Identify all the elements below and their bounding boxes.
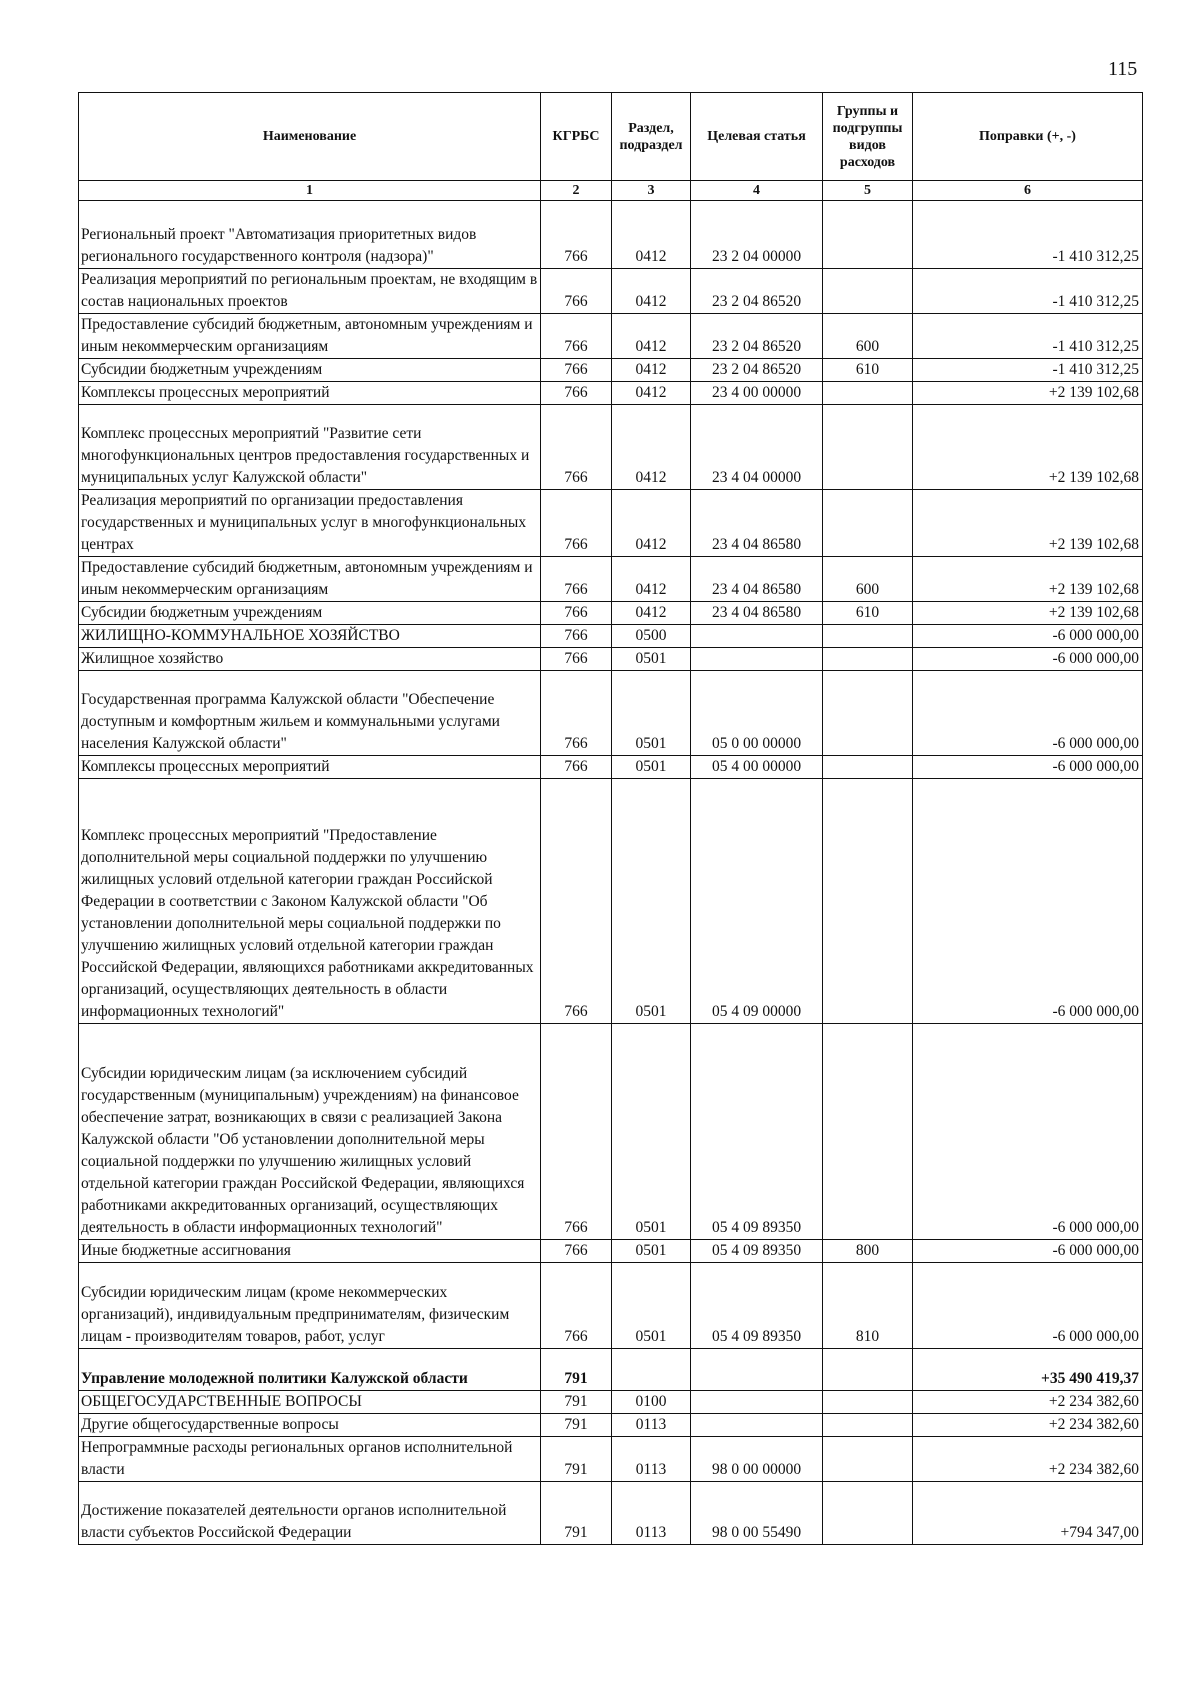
- row-amount: +794 347,00: [913, 1482, 1143, 1545]
- row-section: 0501: [612, 1024, 691, 1240]
- row-section: 0113: [612, 1482, 691, 1545]
- row-name: Жилищное хозяйство: [79, 648, 541, 671]
- row-amount: -6 000 000,00: [913, 779, 1143, 1024]
- row-target-article: 23 2 04 86520: [691, 314, 823, 359]
- row-section: 0100: [612, 1391, 691, 1414]
- table-row: [79, 1263, 1143, 1349]
- row-target-article: 05 4 09 89350: [691, 1240, 823, 1263]
- row-target-article: 23 2 04 00000: [691, 201, 823, 269]
- row-name: Субсидии юридическим лицам (кроме некоммерческих организаций), индивидуальным предпринимателям, физическим лицам - производителям товаров, работ, услуг: [79, 1263, 541, 1349]
- table-row: [79, 382, 1143, 405]
- row-name: Непрограммные расходы региональных органов исполнительной власти: [79, 1437, 541, 1482]
- row-target-article: [691, 625, 823, 648]
- row-expense-group: [823, 269, 913, 314]
- row-section: 0412: [612, 359, 691, 382]
- row-name: ЖИЛИЩНО-КОММУНАЛЬНОЕ ХОЗЯЙСТВО: [79, 625, 541, 648]
- row-target-article: [691, 1391, 823, 1414]
- row-amount: -6 000 000,00: [913, 1240, 1143, 1263]
- row-name: Комплекс процессных мероприятий "Развитие сети многофункциональных центров предоставления государственных и муниципальных услуг Калужской области": [79, 405, 541, 490]
- row-target-article: 23 2 04 86520: [691, 269, 823, 314]
- column-number: 5: [823, 181, 913, 201]
- row-kgrbs: 766: [541, 490, 612, 557]
- row-name: Предоставление субсидий бюджетным, автономным учреждениям и иным некоммерческим организациям: [79, 557, 541, 602]
- header-kgrbs: КГРБС: [541, 93, 612, 181]
- table-row: [79, 602, 1143, 625]
- row-kgrbs: 766: [541, 405, 612, 490]
- row-kgrbs: 766: [541, 756, 612, 779]
- row-section: 0412: [612, 314, 691, 359]
- row-target-article: 98 0 00 55490: [691, 1482, 823, 1545]
- row-name: ОБЩЕГОСУДАРСТВЕННЫЕ ВОПРОСЫ: [79, 1391, 541, 1414]
- row-target-article: 05 4 09 89350: [691, 1024, 823, 1240]
- row-amount: -1 410 312,25: [913, 359, 1143, 382]
- row-section: 0113: [612, 1414, 691, 1437]
- row-amount: +2 139 102,68: [913, 382, 1143, 405]
- row-expense-group: [823, 201, 913, 269]
- row-section: 0412: [612, 269, 691, 314]
- row-kgrbs: 791: [541, 1391, 612, 1414]
- row-name: Управление молодежной политики Калужской области: [79, 1349, 541, 1391]
- row-kgrbs: 766: [541, 1263, 612, 1349]
- table-row: [79, 1024, 1143, 1240]
- row-target-article: 23 4 04 00000: [691, 405, 823, 490]
- row-name: Другие общегосударственные вопросы: [79, 1414, 541, 1437]
- row-amount: +2 139 102,68: [913, 490, 1143, 557]
- row-expense-group: [823, 756, 913, 779]
- table-row: [79, 671, 1143, 756]
- column-number-row: [79, 181, 1143, 201]
- row-name: Государственная программа Калужской области "Обеспечение доступным и комфортным жильем и коммунальными услугами населения Калужской области": [79, 671, 541, 756]
- row-name: Реализация мероприятий по организации предоставления государственных и муниципальных услуг в многофункциональных центрах: [79, 490, 541, 557]
- row-section: 0412: [612, 201, 691, 269]
- row-amount: +2 139 102,68: [913, 405, 1143, 490]
- row-expense-group: 810: [823, 1263, 913, 1349]
- row-section: 0501: [612, 1240, 691, 1263]
- row-expense-group: [823, 1414, 913, 1437]
- table-row: [79, 557, 1143, 602]
- header-name: Наименование: [79, 93, 541, 181]
- row-kgrbs: 766: [541, 314, 612, 359]
- row-expense-group: [823, 1391, 913, 1414]
- row-kgrbs: 766: [541, 359, 612, 382]
- row-amount: +2 234 382,60: [913, 1414, 1143, 1437]
- row-amount: +2 234 382,60: [913, 1391, 1143, 1414]
- row-expense-group: [823, 671, 913, 756]
- row-name: Достижение показателей деятельности органов исполнительной власти субъектов Российской Федерации: [79, 1482, 541, 1545]
- row-expense-group: [823, 490, 913, 557]
- row-expense-group: 610: [823, 359, 913, 382]
- row-kgrbs: 766: [541, 269, 612, 314]
- table-row: [79, 1349, 1143, 1391]
- row-amount: -6 000 000,00: [913, 1263, 1143, 1349]
- row-kgrbs: 766: [541, 1240, 612, 1263]
- column-number: 6: [913, 181, 1143, 201]
- row-target-article: 23 4 04 86580: [691, 557, 823, 602]
- column-number: 1: [79, 181, 541, 201]
- row-section: 0412: [612, 405, 691, 490]
- row-expense-group: [823, 648, 913, 671]
- row-amount: -1 410 312,25: [913, 269, 1143, 314]
- page-number: 115: [1108, 58, 1138, 80]
- row-expense-group: [823, 779, 913, 1024]
- row-expense-group: [823, 1482, 913, 1545]
- row-expense-group: [823, 1437, 913, 1482]
- row-amount: +2 139 102,68: [913, 557, 1143, 602]
- row-name: Субсидии бюджетным учреждениям: [79, 602, 541, 625]
- header-groups: Группы и подгруппы видов расходов: [823, 93, 913, 181]
- table-row: [79, 756, 1143, 779]
- table-body: [79, 201, 1143, 1545]
- row-amount: -6 000 000,00: [913, 756, 1143, 779]
- row-section: 0113: [612, 1437, 691, 1482]
- row-target-article: 23 2 04 86520: [691, 359, 823, 382]
- row-section: [612, 1349, 691, 1391]
- row-target-article: 05 0 00 00000: [691, 671, 823, 756]
- row-kgrbs: 791: [541, 1437, 612, 1482]
- table-row: [79, 625, 1143, 648]
- row-section: 0501: [612, 1263, 691, 1349]
- row-expense-group: 610: [823, 602, 913, 625]
- table-row: [79, 201, 1143, 269]
- table-row: [79, 490, 1143, 557]
- row-kgrbs: 766: [541, 382, 612, 405]
- row-name: Субсидии юридическим лицам (за исключением субсидий государственным (муниципальным) учреждениям) на финансовое обеспечение затрат, возникающих в связи с реализацией Закона Калужской области "Об установлении дополнительной меры социальной поддержки по улучшению жилищных условий отдельной категории граждан Российской Федерации, являющихся работниками аккредитованных организаций, осуществляющих деятельность в области информационных технологий": [79, 1024, 541, 1240]
- table-row: [79, 314, 1143, 359]
- table-row: [79, 1482, 1143, 1545]
- row-kgrbs: 766: [541, 648, 612, 671]
- row-expense-group: [823, 1024, 913, 1240]
- row-amount: -1 410 312,25: [913, 314, 1143, 359]
- row-kgrbs: 766: [541, 671, 612, 756]
- row-expense-group: [823, 1349, 913, 1391]
- row-amount: -1 410 312,25: [913, 201, 1143, 269]
- row-expense-group: [823, 625, 913, 648]
- row-kgrbs: 766: [541, 779, 612, 1024]
- row-target-article: 05 4 00 00000: [691, 756, 823, 779]
- table-row: [79, 1391, 1143, 1414]
- row-section: 0501: [612, 648, 691, 671]
- row-expense-group: [823, 405, 913, 490]
- row-name: Предоставление субсидий бюджетным, автономным учреждениям и иным некоммерческим организациям: [79, 314, 541, 359]
- row-expense-group: 600: [823, 314, 913, 359]
- table-row: [79, 405, 1143, 490]
- row-expense-group: 600: [823, 557, 913, 602]
- row-section: 0501: [612, 671, 691, 756]
- row-target-article: 23 4 04 86580: [691, 602, 823, 625]
- row-target-article: [691, 648, 823, 671]
- row-kgrbs: 766: [541, 1024, 612, 1240]
- row-section: 0501: [612, 756, 691, 779]
- table-row: [79, 269, 1143, 314]
- row-kgrbs: 766: [541, 625, 612, 648]
- row-kgrbs: 791: [541, 1482, 612, 1545]
- row-target-article: 23 4 00 00000: [691, 382, 823, 405]
- row-name: Региональный проект "Автоматизация приоритетных видов регионального государственного контроля (надзора)": [79, 201, 541, 269]
- row-section: 0412: [612, 382, 691, 405]
- row-section: 0412: [612, 490, 691, 557]
- row-amount: +2 139 102,68: [913, 602, 1143, 625]
- row-kgrbs: 791: [541, 1414, 612, 1437]
- row-amount: -6 000 000,00: [913, 648, 1143, 671]
- header-target: Целевая статья: [691, 93, 823, 181]
- row-section: 0412: [612, 602, 691, 625]
- row-name: Реализация мероприятий по региональным проектам, не входящим в состав национальных проектов: [79, 269, 541, 314]
- row-amount: -6 000 000,00: [913, 625, 1143, 648]
- table-row: [79, 1414, 1143, 1437]
- column-number: 2: [541, 181, 612, 201]
- row-kgrbs: 766: [541, 201, 612, 269]
- header-section: Раздел, подраздел: [612, 93, 691, 181]
- row-name: Субсидии бюджетным учреждениям: [79, 359, 541, 382]
- row-target-article: [691, 1349, 823, 1391]
- header-amendments: Поправки (+, -): [913, 93, 1143, 181]
- row-target-article: 05 4 09 89350: [691, 1263, 823, 1349]
- table-row: [79, 1437, 1143, 1482]
- table-row: [79, 648, 1143, 671]
- row-target-article: 05 4 09 00000: [691, 779, 823, 1024]
- row-kgrbs: 766: [541, 602, 612, 625]
- table-row: [79, 359, 1143, 382]
- row-target-article: [691, 1414, 823, 1437]
- row-amount: -6 000 000,00: [913, 671, 1143, 756]
- row-name: Иные бюджетные ассигнования: [79, 1240, 541, 1263]
- row-expense-group: 800: [823, 1240, 913, 1263]
- row-amount: +35 490 419,37: [913, 1349, 1143, 1391]
- row-name: Комплексы процессных мероприятий: [79, 756, 541, 779]
- row-amount: -6 000 000,00: [913, 1024, 1143, 1240]
- row-name: Комплекс процессных мероприятий "Предоставление дополнительной меры социальной поддержки по улучшению жилищных условий отдельной категории граждан Российской Федерации в соответствии с Законом Калужской области "Об установлении дополнительной меры социальной поддержки по улучшению жилищных условий отдельной категории граждан Российской Федерации, являющихся работниками аккредитованных организаций, осуществляющих деятельность в области информационных технологий": [79, 779, 541, 1024]
- column-number: 4: [691, 181, 823, 201]
- row-amount: +2 234 382,60: [913, 1437, 1143, 1482]
- row-expense-group: [823, 382, 913, 405]
- table-header-row: [79, 93, 1143, 181]
- row-kgrbs: 766: [541, 557, 612, 602]
- row-section: 0412: [612, 557, 691, 602]
- column-number: 3: [612, 181, 691, 201]
- budget-table: [78, 92, 1143, 1545]
- row-kgrbs: 791: [541, 1349, 612, 1391]
- table-row: [79, 779, 1143, 1024]
- row-target-article: 98 0 00 00000: [691, 1437, 823, 1482]
- row-section: 0500: [612, 625, 691, 648]
- row-name: Комплексы процессных мероприятий: [79, 382, 541, 405]
- row-target-article: 23 4 04 86580: [691, 490, 823, 557]
- table-row: [79, 1240, 1143, 1263]
- row-section: 0501: [612, 779, 691, 1024]
